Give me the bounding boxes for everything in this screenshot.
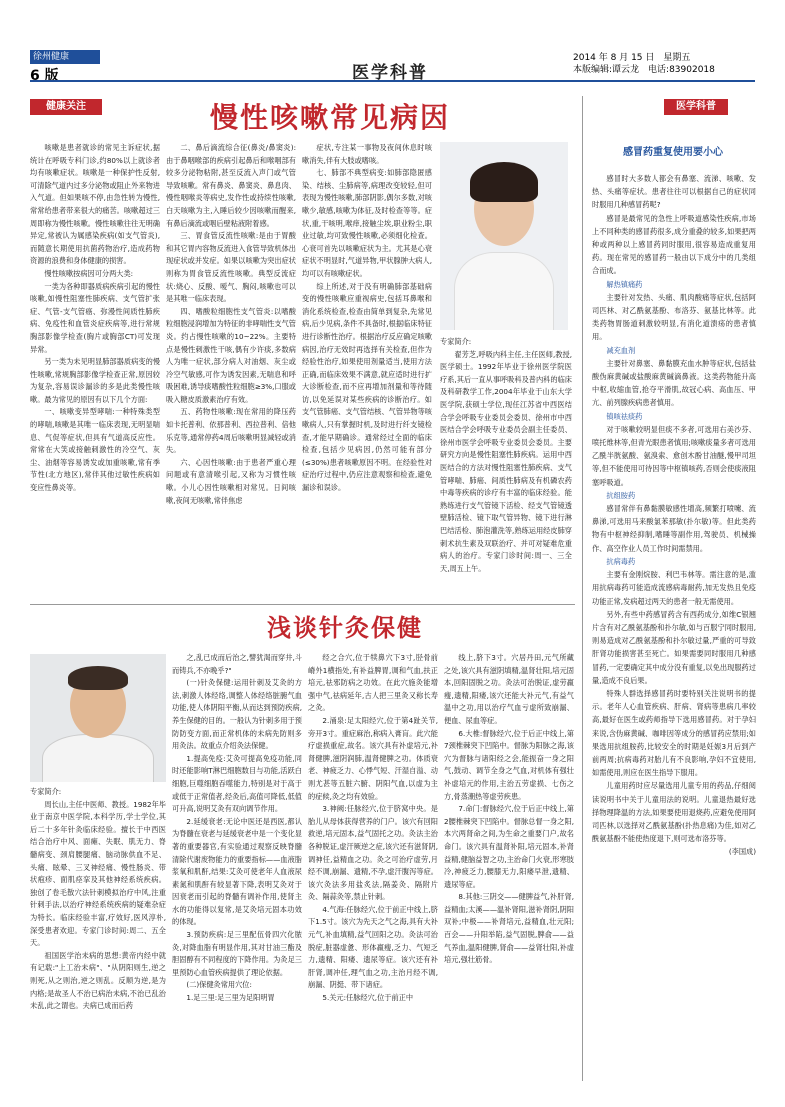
article1-column-2 (166, 142, 296, 602)
sidebar-paragraph: 感冒常伴有鼻黏膜敏感性增高,频繁打喷嚏、流鼻涕,可选用马来酸氯苯那敏(扑尔敏)等。但此类药物有中枢神经抑制,嗜睡等副作用,驾驶员、机械操作、高空作业人员工作时间需禁用。 (592, 504, 756, 553)
paragraph: 8.其他:三阴交——健脾益气,补肝肾,益精血;太溪——温补肾阳,滋补肾阴,阴阳双补;中极——补肾培元,益精血,壮元阳;百会——升阳举陷,益气固脱,脾俞——益气养血,温阳健脾,肾俞——益肾壮阳,补虚培元,强壮筋骨。 (444, 892, 574, 965)
paragraph: 祖国医学治未病的思想:黄帝内经中就有记载:"上工治未病"、"从阴阳则生,逆之则死,从之则治,逆之则乱。反顺为逆,是为内格;是故圣人不治已病治未病,不治已乱治未乱,此之谓也。夫病已成而后药 (30, 950, 166, 1011)
sidebar-paragraph: 对于咳嗽较明显但痰不多者,可选用右美沙芬、喷托维林等,但青光眼患者慎用;咳嗽痰量多者可选用乙酰半胱氨酸、氨溴索、愈创木酚甘油醚,慢甲司坦等,但不能使用可待因等中枢镇咳药,否则会使痰液阻塞呼吸道。 (592, 424, 756, 487)
sidebar-subheading: 抗组胺药 (606, 490, 636, 500)
article1-title: 慢性咳嗽常见病因 (209, 101, 450, 134)
sidebar-paragraph: 主要针对鼻塞、鼻黏膜充血水肿等症状,包括盐酸伪麻黄碱或盐酸麻黄碱滴鼻液。这类药物能升高中枢,收缩血管,抢夺平滑肌,故冠心病、高血压、甲亢、前列腺疾病患者慎用。 (592, 358, 756, 408)
paragraph: (二)保健灸常用穴位: (186, 980, 252, 990)
paragraph: 另一类为未见明显肺部器质病变的慢性咳嗽,常规胸部影像学检查正常,原因较为复杂,容易误诊漏诊的多是此类慢性咳嗽。最为常见的原因有以下几个方面: (30, 357, 160, 404)
article2-expert-text: 周长山,主任中医师、教授。1982年毕业于南京中医学院,本科学历,学士学位,其后二十多年针灸临床经验。擅长于中西医结合治疗中风、面瘫、失眠、肌无力、脊髓病变、颈肩腰腿痛、脑动脉供血不足、头痛、眩晕、三叉神经痛、慢性肠炎、带状疱疹、面肌痉挛及其他神经系统疾病。独创了卷毛散穴法针刺模拟治疗中风,注重针刺手法,以治疗神经系统疾病的疑难杂症为特长。临床经验丰富,疗效好,医风淳朴,深受患者欢迎。专家门诊时间:周二、五全天。 (30, 799, 166, 948)
paragraph: (一)针灸保健:运用针刺及艾灸的方法,刺激人体经络,调整人体经络脏腑气血功能,使人体阴阳平衡,从而达到预防疾病,养生保健的目的。一般认为针刺多用于预防防变方面,而正常机体的未病先防则多用灸法。故重点介绍灸法保健。 (172, 678, 302, 751)
editor-line: 本版编辑:谭云龙 电话:83902018 (573, 65, 715, 75)
paragraph: 六、心因性咳嗽:由于患者严重心理问题或有意清喉引起,又称为习惯性咳嗽。小儿心因性咳嗽相对常见。日间咳嗽,夜间无咳嗽,常伴焦虑 (166, 457, 296, 505)
paragraph: 咳嗽是患者就诊的常见主诉症状,据统计在呼吸专科门诊,约80%以上就诊者均有咳嗽症状。咳嗽是一种保护性反射,可清除气道内过多分泌物或阻止外来物进入气道。但如果咳不停,由急性转为慢性,常常给患者带来很大的痛苦。咳嗽超过三周即称为慢性咳嗽。慢性咳嗽往往无明确异定,常被认为属感染疾病(如支气管炎),而随意长期使用抗菌药物治疗,造成药物资源的浪费和身体健康的损害。 (30, 143, 160, 266)
sidebar-paragraph: 主要针对发热、头痛、肌肉酸痛等症状,包括阿司匹林、对乙酰氨基酚、布洛芬、氨基比林等。此类药物胃肠道刺激较明显,有消化道溃疡的患者慎用。 (592, 292, 756, 342)
sidebar-title: 感冒药重复使用要小心 (623, 147, 723, 158)
paragraph: 之,乱已成而后治之,譬犹渴而穿井,斗而铸兵,不亦晚乎?" (172, 653, 302, 675)
sidebar-subheading: 减充血剂 (606, 345, 636, 355)
sidebar-author: (李国成) (728, 847, 756, 857)
paragraph: 线上,脐下3寸。穴居丹田,元气所藏之处,该穴具有滋阴填精,温肾壮阳,培元固本,回阳固脱之功。灸法可治脱证,虚劳羸瘦,遗精,阳痿,该穴还能大补元气,有益气温中之功,用以治疗气血亏虚所致崩漏、便血、尿血等症。 (444, 653, 574, 725)
sidebar-divider (582, 96, 583, 1081)
tag-science: 医学科普 (664, 99, 728, 115)
edition-label: 6 版 (30, 68, 59, 84)
article2-column-1 (30, 786, 166, 1076)
expert-photo-zhou (30, 654, 166, 782)
masthead-right (573, 52, 753, 76)
sidebar-subheading: 镇咳祛痰药 (606, 411, 643, 421)
paragraph: 症状,专注某一事物及夜间休息时咳嗽消失,伴有大肢或嗜咳。 (302, 143, 432, 165)
article1-column-3 (302, 142, 432, 602)
paragraph: 2.延缓衰老:无论中医还是西医,都认为脊髓在衰老与延缓衰老中是一个变化显著的重要器官,有实验通过观察反映脊髓清除代谢废物能力的重要指标——血液脂浆氧和肌酐,结果:艾灸可使老年人血液尿素氮和肌酐有较显著下降,表明艾灸对于因衰老而引起的脊髓有调补作用,使肾主水的功能得以复常,是艾灸培元固本功效的体现。 (172, 816, 302, 927)
paragraph: 综上所述,对于没有明确肺部基础病变的慢性咳嗽应重视病史,包括耳鼻喉和消化系统检查,检查由简单到复杂,先常见病,后少见病,条件不具备时,根据临床特征进行诊断性治疗。根据治疗反应确定咳嗽病因,治疗无效时再选择有关检查,但作为经验性治疗,如果使用剂量适当,使用方法正确,而临床效果不满意,就应适时进行扩大诊断检查,而不应再增加剂量和等待随访,以免延误对某些疾病的诊断治疗。如支气管肺癌、支气管结核、气管异物等咳嗽病人,只有掌握时机,及时进行纤支镜检查,才能早期确诊。通常经过全面的临床检查,包括少见病因,仍然可能有部分(≤30%)患者咳嗽原因不明。在经验性对症治疗过程中,仍应注意观察和检查,避免漏诊和误诊。 (302, 281, 432, 493)
paragraph: 4.气海:任脉经穴,位于前正中线上,脐下1.5寸。该穴为先天之气之海,具有大补元气,补血填精,益气回阳之功。灸法可治脱症,脏器虚惫、形体羸瘦,乏力、气短乏力,遗精、阳痿、遗尿等症。该穴还有补肝肾,调冲任,理气血之功,主治月经不调,崩漏、阴挺、带下诸症。 (308, 904, 438, 990)
paragraph: 1.足三里:足三里为足阳明胃 (186, 993, 275, 1003)
expert-photo-zhai (440, 142, 568, 330)
sidebar-subheading: 解热镇痛药 (606, 279, 643, 289)
paragraph: 三、胃食管反流性咳嗽:是由于胃酸和其它胃内容物反流进入食管导致机体出现症状或并发症。如果以咳嗽为突出症状则称为胃食管反流性咳嗽。典型反流症状:烧心、反酸、嗳气、胸闷,咳嗽也可以是其唯一临床表现。 (166, 231, 296, 304)
sidebar-paragraph: 儿童用药时应尽量选用儿童专用的药品,仔细阅读说明书中关于儿童用法的说明。儿童退热最好选择物理降温的方法,如果要使用退烧药,应避免使用阿司匹林,以选择对乙酰氨基酚(扑热息痛)为佳,如对乙酰氨基酚不能使热度退下,则可选布洛芬等。 (592, 781, 756, 844)
paragraph: 3.预防疾病:足三里配伍骨四穴化脓灸,对降血脂有明显作用,其对甘油三酯及胆固醇有不同程度的下降作用。为灸足三里预防心血管疾病提供了理论依据。 (172, 930, 302, 977)
paragraph: 5.关元:任脉经穴,位于前正中 (322, 993, 414, 1003)
paragraph: 1.提高免疫:艾灸可提高免疫功能,同时还能影响T淋巴细胞数目与功能,活跃白细胞,巨噬细胞吞噬能力,特别是对于高于或低于正常值者,经灸后,高值可降低,低值可升高,说明艾灸有双向调节作用。 (172, 753, 302, 814)
article2-column-4 (444, 652, 574, 1076)
paragraph: 四、嗜酸粒细胞性支气管炎:以嗜酸粒细胞浸润增加为特征的非哮喘性支气管炎。约占慢性咳嗽的10~22%。主要特点是慢性刺激性干咳,偶有少许痰,多数病人为唯一症状,部分病人对油烟、灰尘或冷空气敏感,可作为诱发因素,无喘息和呼吸困难,诱导痰嗜酸性粒细胞≥3%,口服或吸入糖皮质激素治疗有效。 (166, 306, 296, 404)
tag-health-focus: 健康关注 (30, 99, 102, 115)
article1-column-1 (30, 142, 160, 602)
paragraph: 二、鼻后滴流综合征(鼻炎/鼻窦炎):由于鼻咽喉部的疾病引起鼻后和喉咽部有较多分泌物粘附,甚至反流入声门或气管导致咳嗽。常有鼻炎、鼻窦炎、鼻息肉、慢性咽喉炎等病史,发作性或持续性咳嗽,白天咳嗽为主,入睡后较少因咳嗽而醒来,有鼻后滴流或咽后壁粘液附着感。 (166, 143, 296, 228)
paragraph: 一类为各种即器质病疾病引起的慢性咳嗽,如慢性阻塞性肺疾病、支气管扩张症、气管-支气管癌、弥漫性间质性肺疾病、免疫性和血管炎症疾病等,进行常规胸部影像学检查(胸片或胸部CT)可发现异常。 (30, 281, 160, 354)
section-title: 医学科普 (352, 63, 428, 83)
sidebar-paragraph: 另外,有些中药感冒药含有西药成分,如维C银翘片含有对乙酰氨基酚和扑尔敏,如与百服宁同时服用,则易造成对乙酰氨基酚和扑尔敏过量,严重的可导致肝肾功能损害甚至死亡。如果需要同时服用几种感冒药,一定要确定其中成分没有重复,以免出现服药过量,造成不良后果。 (592, 609, 756, 685)
article1-expert-text: 翟芳芝,呼吸内科主任,主任医师,教授,医学硕士。1992年毕业于徐州医学院医疗系,其后一直从事呼吸科及普内科的临床及科研教学工作,2004年毕业于山东大学医学院,获硕士学位,现任江苏省中西医结合学会呼吸专业委员会委员、徐州市中西医结合学会呼吸专业委员会副主任委员、徐州市医学会呼吸专业委员会委员。主要研究方向是慢性阻塞性肺疾病。运用中西医结合的方法对慢性阻塞性肺疾病、支气管哮喘、肺癌、间质性肺病及有机磷农药中毒等疾病的诊疗有丰富的临床经验。能熟练进行支气管镜下活检、经支气管镜透壁肺活检、镜下取气管异物、镜下进行淋巴结活检、肺泡灌洗等,熟练运用经皮肺穿刺术抗生素及双联治疗、并可对疑难危重病人的治疗。专家门诊时间:周一、三全天,周五上午。 (440, 349, 572, 573)
article1-expert-bio (440, 336, 572, 602)
paragraph: 五、药物性咳嗽:现在常用的降压药如卡托普利、依那普利、西拉普利、倍他乐克等,通常停药4周后咳嗽明显减轻或消失。 (166, 407, 296, 455)
paragraph: 七、肺部不典型病变:如肺部隐匿感染、结核、尘肺病等,病理改变较轻,但可表现为慢性咳嗽,肺部阴影,偶尔多数,对咳嗽少,敏感,咳嗽为体征,及时检查等等。症状,重,干咳明,喉痒,接触尘埃,职业粉尘,职业过敏,均可致慢性咳嗽,必须细化检查。心衰可首先以咳嗽症状为主。尤其是心衰症状不明显时,气道异物,甲状腺肿大病人,均可以有咳嗽症状。 (302, 168, 432, 278)
sidebar-article (592, 172, 756, 1072)
article-divider (30, 604, 575, 605)
article2-title: 浅谈针灸保健 (267, 614, 423, 642)
sidebar-paragraph: 感冒时大多数人都会有鼻塞、流涕、咳嗽、发热、头痛等症状。患者往往可以根据自己的症状同时服用几种感冒药呢? (592, 174, 756, 210)
sidebar-paragraph: 特殊人群选择感冒药时要特别关注说明书的提示。老年人心血管疾病、肝病、肾病等患病几率较高,最好在医生或药师指导下选用感冒药。对于孕妇来说,含伪麻黄碱、咖啡因等成分的感冒药应禁用;如果选用抗组胺药,比较安全的时期是妊娠3月后到产前两周;抗病毒药对胎儿有不良影响,孕妇不宜使用,如需使用,则应在医生指导下服用。 (592, 688, 756, 778)
paper-name: 徐州健康 (30, 50, 100, 64)
paragraph: 7.命门:督脉经穴,位于后正中线上,第2腰椎棘突下凹陷中。督脉总督一身之阳,本穴两肾命之间,为生命之重要门户,故名命门。该穴具有温肾补阳,培元固本,补肾益精,健脑益智之功,主治命门火衰,形寒肢冷,神疲乏力,腰膝无力,阳痿早泄,遗精、遗尿等症。 (444, 804, 574, 889)
paragraph: 一、咳嗽变异型哮喘:一种特殊类型的哮喘,咳嗽是其唯一临床表现,无明显喘息、气促等症状,但具有气道高反应性。常常在大笑或接触刺激性的冷空气、灰尘、油烟等容易诱发或加重咳嗽,常有季节性(北方地区),常伴其他过敏性疾病如变应性鼻炎等。 (30, 407, 160, 493)
article2-expert-label: 专家简介: (30, 787, 62, 796)
paragraph: 2.涌泉:足太阳经穴,位于第4趾关节,旁开3寸。重症麻治,称病入膏肓。此穴能疗虚损重症,故名。该穴具有补虚培元,补肾健脾,滋阴润肺,温肾健脾之功。体质衰老、神疲乏力、心悸气短、汗湿自溢、动则尤甚等五脏六腑、阴阳气血,以虚为主的症候,灸之均有效验。 (308, 715, 438, 801)
article1-expert-label: 专家简介: (440, 337, 472, 346)
article2-column-3 (308, 652, 438, 1076)
article2-column-2 (172, 652, 302, 1076)
masthead (0, 0, 785, 84)
paragraph: 3.神阙:任脉经穴,位于脐窝中央。是胎儿从母体获得营养的门户。该穴有回阳救逆,培元固本,益气固托之功。灸法主治各种脱证,虚汗厥逆之症,该穴还有滋肾阴,调神任,益精血之功。灸之可治疗虚劳,月经不调,崩漏、遗精,不孕,虚汗腹泻等症。该穴灸法多用盐炙法,隔姜灸、隔附片灸、隔蒜灸等,禁止针刺。 (308, 804, 438, 902)
paragraph: 经之合穴,位于犊鼻穴下3寸,胫骨前嵴外1横指处,有补益脾胃,调和气血,扶正培元,祛邪防病之功效。在此穴施灸能增强中气,祛病延年,古人把三里灸又称长寿之灸。 (308, 653, 438, 713)
paragraph: 6.大椎:督脉经穴,位于后正中线上,第7颈椎棘突下凹陷中。督脉为阳脉之海,该穴为督脉与诸阳经之会,能振奋一身之阳气,鼓动、调节全身之气血,对机体有强壮补虚培元的作用,主治五劳虚损、七伤之方,骨蒸潮热等虚劳疾患。 (444, 728, 574, 801)
sidebar-paragraph: 感冒是最常见的急性上呼吸道感染性疾病,市场上不同种类的感冒药很多,成分重叠的较多,如果把两种或两种以上感冒药同时服用,很容易造成重复用药。现在常见的感冒药一般由以下成分中的几类组合而成。 (592, 213, 756, 276)
sidebar-subheading: 抗病毒药 (606, 556, 636, 566)
masthead-rule (30, 80, 755, 82)
issue-date: 2014 年 8 月 15 日 星期五 (573, 53, 691, 63)
sidebar-paragraph: 主要有金刚烷胺、利巴韦林等。需注意的是,滥用抗病毒药可能造成流感病毒耐药,加无发热且免疫功能正常,发病超过两天的患者一般无需使用。 (592, 570, 756, 606)
paragraph: 慢性咳嗽按病因可分两大类: (44, 268, 134, 278)
